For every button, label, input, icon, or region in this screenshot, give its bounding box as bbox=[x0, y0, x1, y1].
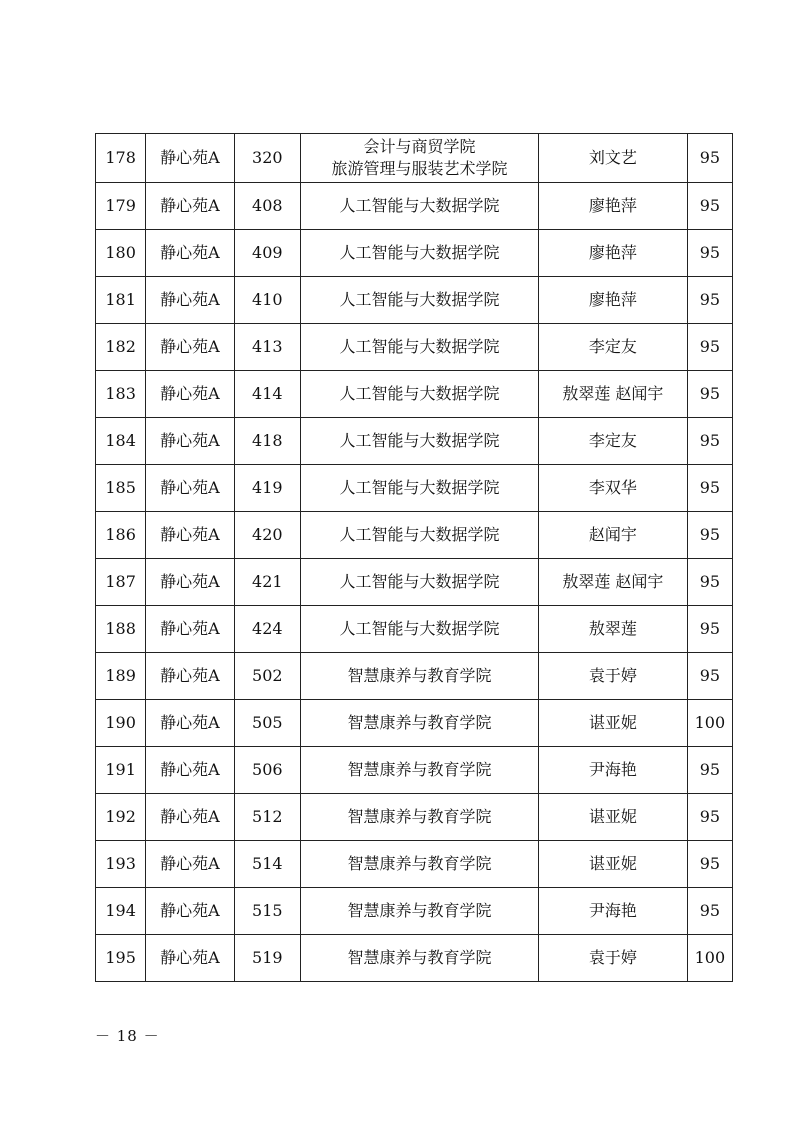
score-cell: 95 bbox=[687, 794, 732, 841]
table-row bbox=[96, 183, 733, 230]
row-number-cell: 191 bbox=[96, 747, 146, 794]
room-cell: 505 bbox=[234, 700, 300, 747]
page-number: － 18 － bbox=[95, 1027, 160, 1045]
row-number-cell: 194 bbox=[96, 888, 146, 935]
name-cell: 李定友 bbox=[539, 418, 688, 465]
room-cell: 409 bbox=[234, 230, 300, 277]
row-number-cell: 181 bbox=[96, 277, 146, 324]
college-line: 人工智能与大数据学院 bbox=[339, 243, 500, 262]
college-cell bbox=[300, 606, 538, 653]
room-cell: 408 bbox=[234, 183, 300, 230]
name-cell: 尹海艳 bbox=[539, 747, 688, 794]
row-number-cell: 189 bbox=[96, 653, 146, 700]
room-cell: 424 bbox=[234, 606, 300, 653]
college-line: 人工智能与大数据学院 bbox=[339, 478, 500, 497]
building-cell: 静心苑A bbox=[146, 888, 234, 935]
score-cell: 95 bbox=[687, 465, 732, 512]
name-cell: 廖艳萍 bbox=[539, 277, 688, 324]
score-cell: 95 bbox=[687, 747, 732, 794]
building-cell: 静心苑A bbox=[146, 277, 234, 324]
row-number-cell: 184 bbox=[96, 418, 146, 465]
college-line: 人工智能与大数据学院 bbox=[339, 290, 500, 309]
table-row bbox=[96, 747, 733, 794]
row-number-cell: 192 bbox=[96, 794, 146, 841]
college-cell bbox=[300, 512, 538, 559]
room-cell: 421 bbox=[234, 559, 300, 606]
table-row bbox=[96, 606, 733, 653]
table-row bbox=[96, 230, 733, 277]
table-body bbox=[96, 134, 733, 982]
building-cell: 静心苑A bbox=[146, 512, 234, 559]
row-number-cell: 195 bbox=[96, 935, 146, 982]
row-number-cell: 178 bbox=[96, 134, 146, 183]
college-cell bbox=[300, 324, 538, 371]
college-cell bbox=[300, 935, 538, 982]
name-cell: 谌亚妮 bbox=[539, 794, 688, 841]
college-line: 智慧康养与教育学院 bbox=[347, 666, 492, 685]
college-cell bbox=[300, 888, 538, 935]
building-cell: 静心苑A bbox=[146, 653, 234, 700]
college-cell bbox=[300, 841, 538, 888]
building-cell: 静心苑A bbox=[146, 794, 234, 841]
name-cell: 刘文艺 bbox=[539, 134, 688, 183]
college-cell bbox=[300, 230, 538, 277]
room-cell: 413 bbox=[234, 324, 300, 371]
room-cell: 419 bbox=[234, 465, 300, 512]
college-line: 会计与商贸学院 bbox=[363, 137, 476, 156]
building-cell: 静心苑A bbox=[146, 700, 234, 747]
table-row bbox=[96, 559, 733, 606]
score-cell: 95 bbox=[687, 559, 732, 606]
name-cell: 谌亚妮 bbox=[539, 841, 688, 888]
name-cell: 尹海艳 bbox=[539, 888, 688, 935]
building-cell: 静心苑A bbox=[146, 134, 234, 183]
name-cell: 廖艳萍 bbox=[539, 230, 688, 277]
score-cell: 95 bbox=[687, 230, 732, 277]
college-cell bbox=[300, 277, 538, 324]
table-row bbox=[96, 841, 733, 888]
score-cell: 95 bbox=[687, 183, 732, 230]
table-row bbox=[96, 512, 733, 559]
score-cell: 100 bbox=[687, 700, 732, 747]
table-row bbox=[96, 888, 733, 935]
college-line: 智慧康养与教育学院 bbox=[347, 807, 492, 826]
table-row bbox=[96, 371, 733, 418]
building-cell: 静心苑A bbox=[146, 559, 234, 606]
row-number-cell: 179 bbox=[96, 183, 146, 230]
college-line: 人工智能与大数据学院 bbox=[339, 384, 500, 403]
table-row bbox=[96, 700, 733, 747]
score-cell: 95 bbox=[687, 277, 732, 324]
college-cell bbox=[300, 559, 538, 606]
row-number-cell: 183 bbox=[96, 371, 146, 418]
score-cell: 95 bbox=[687, 134, 732, 183]
college-line: 人工智能与大数据学院 bbox=[339, 431, 500, 450]
college-line: 智慧康养与教育学院 bbox=[347, 713, 492, 732]
college-cell bbox=[300, 700, 538, 747]
score-cell: 95 bbox=[687, 371, 732, 418]
table-row bbox=[96, 277, 733, 324]
name-cell: 敖翠莲 赵闻宇 bbox=[539, 371, 688, 418]
row-number-cell: 193 bbox=[96, 841, 146, 888]
room-cell: 410 bbox=[234, 277, 300, 324]
row-number-cell: 182 bbox=[96, 324, 146, 371]
building-cell: 静心苑A bbox=[146, 230, 234, 277]
name-cell: 袁于婷 bbox=[539, 935, 688, 982]
building-cell: 静心苑A bbox=[146, 747, 234, 794]
college-line: 智慧康养与教育学院 bbox=[347, 948, 492, 967]
room-cell: 418 bbox=[234, 418, 300, 465]
room-cell: 515 bbox=[234, 888, 300, 935]
college-line: 人工智能与大数据学院 bbox=[339, 337, 500, 356]
building-cell: 静心苑A bbox=[146, 841, 234, 888]
college-line: 人工智能与大数据学院 bbox=[339, 525, 500, 544]
table-row bbox=[96, 794, 733, 841]
score-cell: 95 bbox=[687, 418, 732, 465]
table-row bbox=[96, 935, 733, 982]
table-row bbox=[96, 465, 733, 512]
college-line: 智慧康养与教育学院 bbox=[347, 854, 492, 873]
row-number-cell: 185 bbox=[96, 465, 146, 512]
college-line: 智慧康养与教育学院 bbox=[347, 760, 492, 779]
score-cell: 95 bbox=[687, 653, 732, 700]
room-cell: 514 bbox=[234, 841, 300, 888]
name-cell: 李定友 bbox=[539, 324, 688, 371]
building-cell: 静心苑A bbox=[146, 183, 234, 230]
college-line: 人工智能与大数据学院 bbox=[339, 619, 500, 638]
college-cell bbox=[300, 371, 538, 418]
table-row bbox=[96, 653, 733, 700]
college-cell bbox=[300, 794, 538, 841]
building-cell: 静心苑A bbox=[146, 465, 234, 512]
room-cell: 519 bbox=[234, 935, 300, 982]
inspection-table bbox=[95, 133, 733, 982]
table-row bbox=[96, 324, 733, 371]
name-cell: 李双华 bbox=[539, 465, 688, 512]
college-line: 智慧康养与教育学院 bbox=[347, 901, 492, 920]
building-cell: 静心苑A bbox=[146, 371, 234, 418]
table-row bbox=[96, 418, 733, 465]
college-cell bbox=[300, 747, 538, 794]
score-cell: 95 bbox=[687, 841, 732, 888]
row-number-cell: 190 bbox=[96, 700, 146, 747]
college-cell bbox=[300, 653, 538, 700]
room-cell: 502 bbox=[234, 653, 300, 700]
score-cell: 95 bbox=[687, 324, 732, 371]
name-cell: 袁于婷 bbox=[539, 653, 688, 700]
college-cell bbox=[300, 418, 538, 465]
name-cell: 敖翠莲 bbox=[539, 606, 688, 653]
score-cell: 95 bbox=[687, 512, 732, 559]
name-cell: 谌亚妮 bbox=[539, 700, 688, 747]
college-cell bbox=[300, 465, 538, 512]
name-cell: 赵闻宇 bbox=[539, 512, 688, 559]
building-cell: 静心苑A bbox=[146, 418, 234, 465]
row-number-cell: 187 bbox=[96, 559, 146, 606]
room-cell: 420 bbox=[234, 512, 300, 559]
name-cell: 敖翠莲 赵闻宇 bbox=[539, 559, 688, 606]
score-cell: 100 bbox=[687, 935, 732, 982]
score-cell: 95 bbox=[687, 606, 732, 653]
room-cell: 414 bbox=[234, 371, 300, 418]
room-cell: 506 bbox=[234, 747, 300, 794]
row-number-cell: 188 bbox=[96, 606, 146, 653]
college-line: 旅游管理与服装艺术学院 bbox=[331, 159, 508, 178]
name-cell: 廖艳萍 bbox=[539, 183, 688, 230]
building-cell: 静心苑A bbox=[146, 606, 234, 653]
college-line: 人工智能与大数据学院 bbox=[339, 572, 500, 591]
building-cell: 静心苑A bbox=[146, 324, 234, 371]
room-cell: 512 bbox=[234, 794, 300, 841]
college-line: 人工智能与大数据学院 bbox=[339, 196, 500, 215]
table-row bbox=[96, 134, 733, 183]
room-cell: 320 bbox=[234, 134, 300, 183]
building-cell: 静心苑A bbox=[146, 935, 234, 982]
row-number-cell: 186 bbox=[96, 512, 146, 559]
score-cell: 95 bbox=[687, 888, 732, 935]
college-cell bbox=[300, 183, 538, 230]
college-cell bbox=[300, 134, 538, 183]
row-number-cell: 180 bbox=[96, 230, 146, 277]
